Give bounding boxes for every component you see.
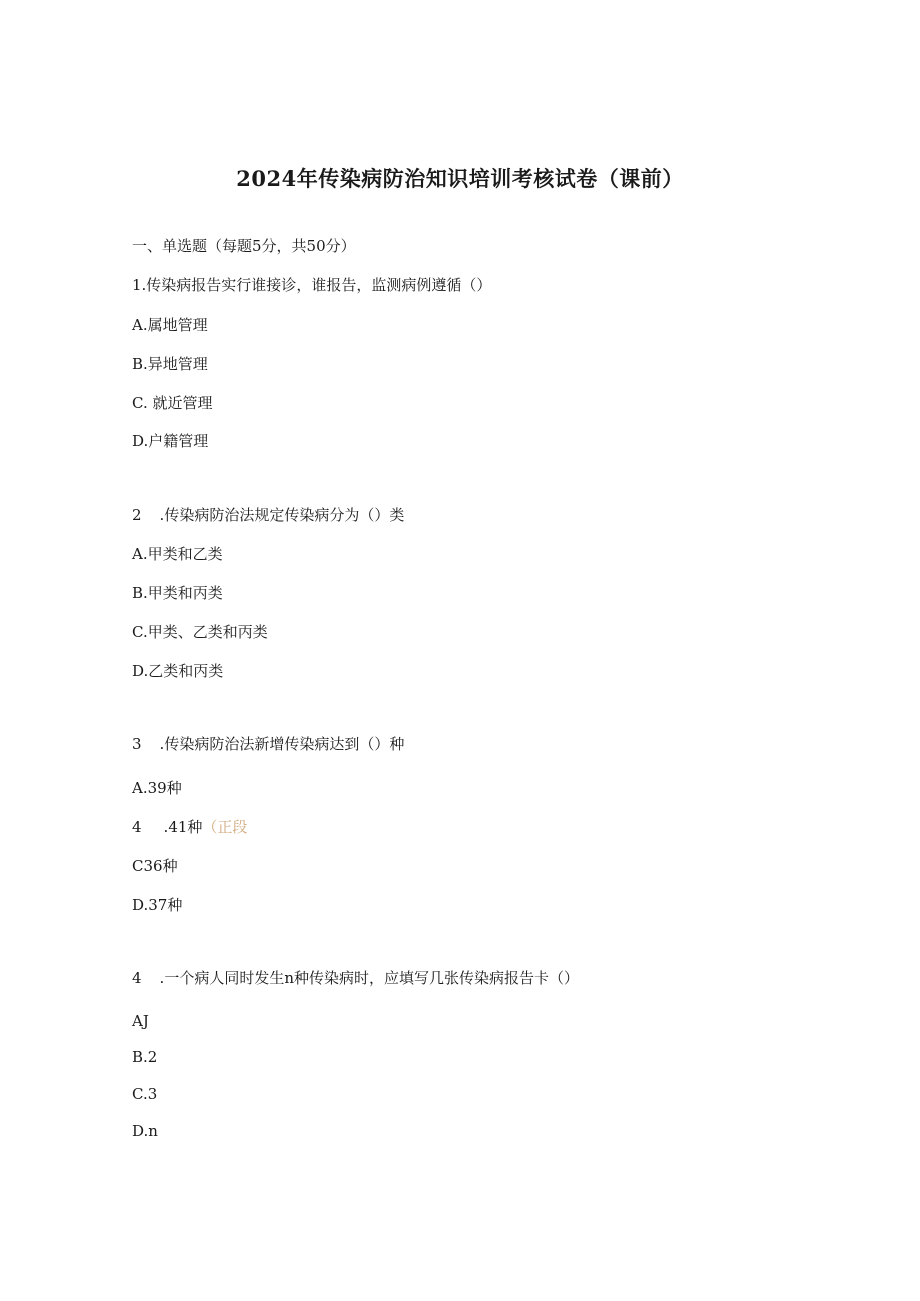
question-2-option-c: C.甲类、乙类和丙类 — [132, 623, 268, 641]
question-4-option-d: D.n — [132, 1122, 158, 1140]
question-2-stem — [132, 505, 404, 525]
question-4-option-a: AJ — [132, 1012, 149, 1030]
question-3-option-b-text: .41种 — [163, 818, 203, 836]
question-4-option-c: C.3 — [132, 1085, 158, 1103]
question-2-option-b: B.甲类和丙类 — [132, 584, 223, 602]
question-4-number: 4 — [132, 969, 142, 987]
question-2-text: .传染病防治法规定传染病分为（）类 — [159, 506, 405, 524]
question-3-option-b-number: 4 — [132, 818, 142, 836]
question-2-number: 2 — [132, 506, 142, 524]
question-3-stem — [132, 734, 404, 754]
question-2-option-a: A.甲类和乙类 — [132, 545, 223, 563]
question-1-option-c: C. 就近管理 — [132, 394, 213, 412]
question-4-text: .一个病人同时发生n种传染病时，应填写几张传染病报告卡（） — [159, 969, 579, 987]
question-1-option-a: A.属地管理 — [132, 316, 208, 334]
question-3-text: .传染病防治法新增传染病达到（）种 — [159, 735, 405, 753]
exam-title: 2024年传染病防治知识培训考核试卷（课前） — [236, 166, 684, 191]
question-4-option-b: B.2 — [132, 1048, 158, 1066]
section-header: 一、单选题（每题5分，共50分） — [132, 237, 356, 255]
answer-annotation: （正段 — [202, 818, 248, 836]
question-2-option-d: D.乙类和丙类 — [132, 662, 224, 680]
question-3-option-b — [132, 817, 247, 837]
question-3-option-d: D.37种 — [132, 896, 183, 914]
question-4-stem — [132, 968, 579, 988]
question-1-option-d: D.户籍管理 — [132, 432, 209, 450]
question-1-option-b: B.异地管理 — [132, 355, 208, 373]
question-3-option-c: C36种 — [132, 857, 178, 875]
question-3-option-a: A.39种 — [132, 779, 182, 797]
question-1-stem: 1.传染病报告实行谁接诊，谁报告，监测病例遵循（） — [132, 276, 492, 294]
question-3-number: 3 — [132, 735, 142, 753]
